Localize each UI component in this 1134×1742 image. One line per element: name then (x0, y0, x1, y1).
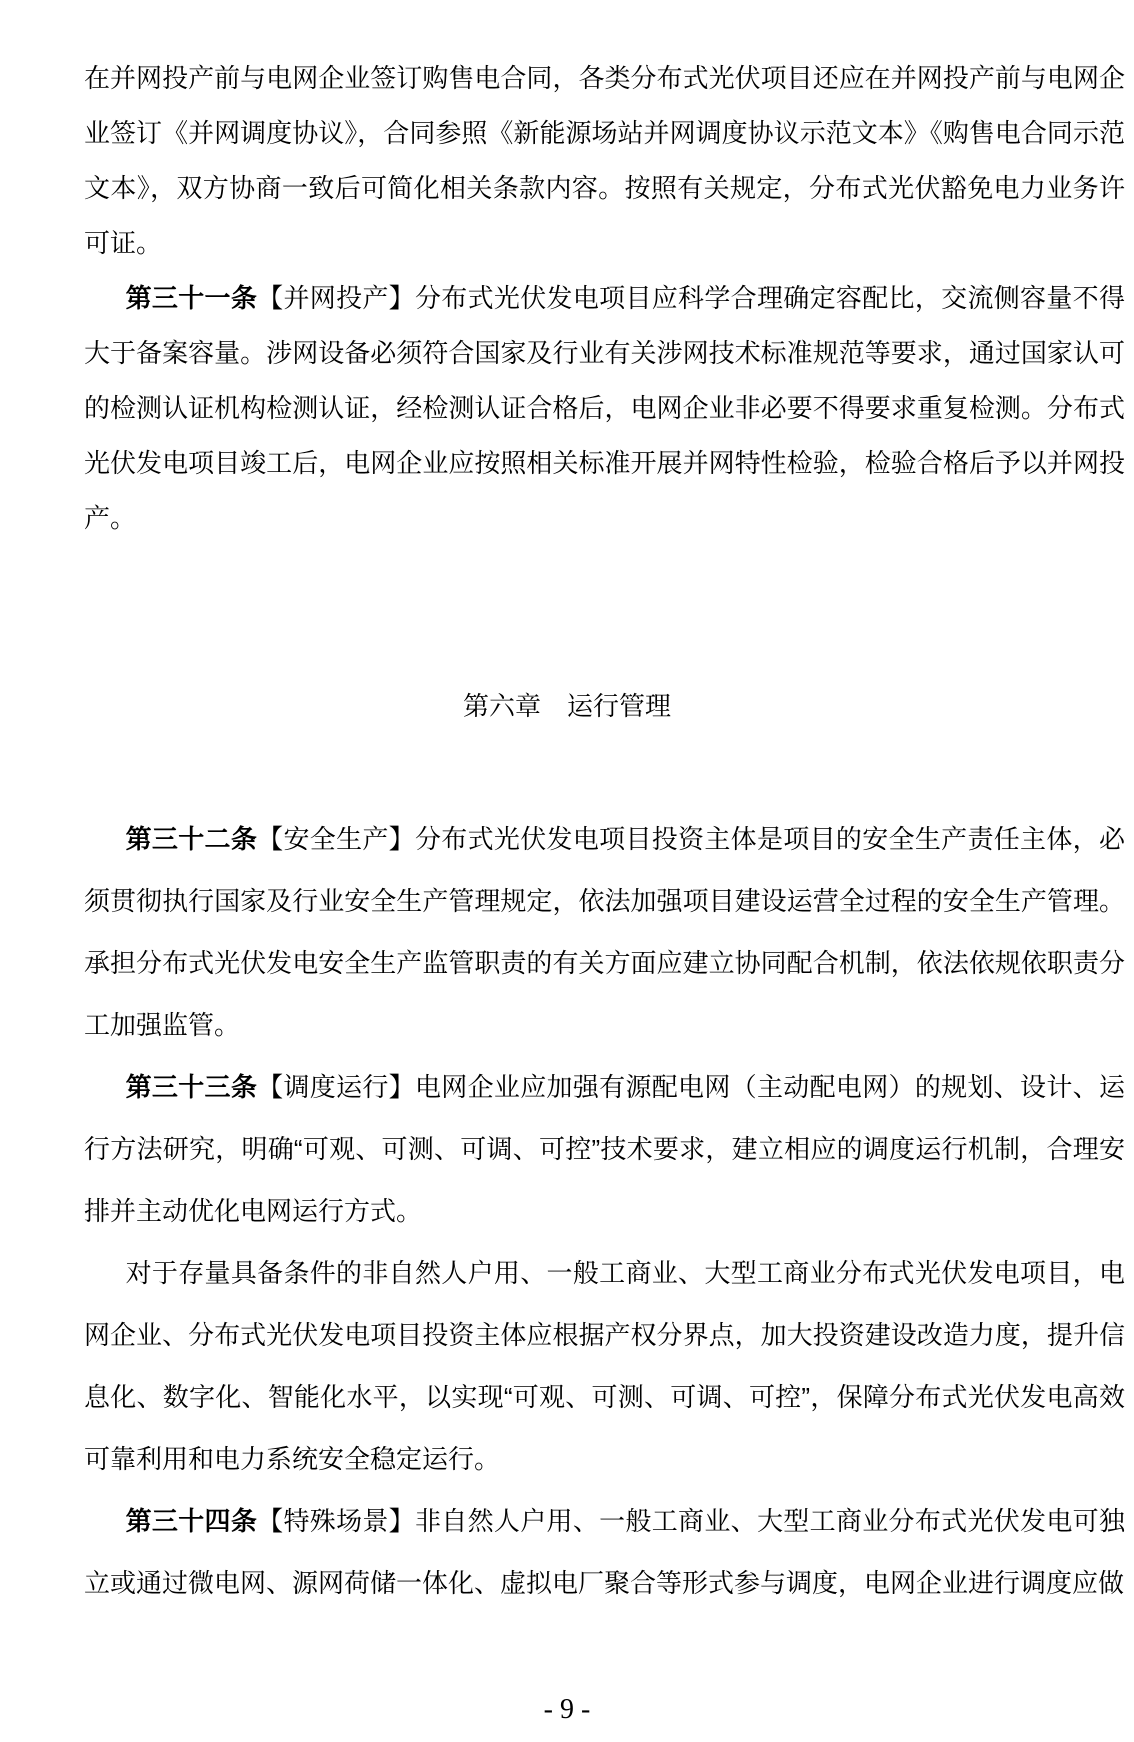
paragraph-text: 【并网投产】分布式光伏发电项目应科学合理确定容配比，交流侧容量不得大于备案容量。涉网设备必须符合国家及行业有关涉网技术标准规范等要求，通过国家认可的检测认证机构检测认证，经检测认证合格后，电网企业非必要不得要求重复检测。分布式光伏发电项目竣工后，电网企业应按照相关标准开展并网特性检验，检验合格后予以并网投产。 (84, 283, 1125, 533)
chapter-heading: 第六章 运行管理 (462, 691, 671, 721)
paragraph-text: 在并网投产前与电网企业签订购售电合同，各类分布式光伏项目还应在并网投产前与电网企业签订《并网调度协议》，合同参照《新能源场站并网调度协议示范文本》《购售电合同示范文本》，双方协商一致后可简化相关条款内容。按照有关规定，分布式光伏豁免电力业务许可证。 (84, 63, 1125, 258)
paragraph-article-34 (84, 1490, 1125, 1614)
paragraph-text: 【安全生产】分布式光伏发电项目投资主体是项目的安全生产责任主体，必须贯彻执行国家及行业安全生产管理规定，依法加强项目建设运营全过程的安全生产管理。承担分布式光伏发电安全生产监管职责的有关方面应建立协同配合机制，依法依规依职责分工加强监管。 (84, 824, 1125, 1040)
article-number: 第三十一条 (125, 283, 258, 313)
paragraph-text: 对于存量具备条件的非自然人户用、一般工商业、大型工商业分布式光伏发电项目，电网企业、分布式光伏发电项目投资主体应根据产权分界点，加大投资建设改造力度，提升信息化、数字化、智能化水平，以实现“可观、可测、可调、可控”，保障分布式光伏发电高效可靠利用和电力系统安全稳定运行。 (84, 1258, 1125, 1474)
article-number: 第三十四条 (125, 1506, 258, 1536)
paragraph-continuation (84, 51, 1125, 271)
paragraph-article-33 (84, 1056, 1125, 1242)
text-block-lower (84, 808, 1125, 1614)
page-number: - 9 - (543, 1694, 591, 1725)
paragraph-text: 【调度运行】电网企业应加强有源配电网（主动配电网）的规划、设计、运行方法研究，明确“可观、可测、可调、可控”技术要求，建立相应的调度运行机制，合理安排并主动优化电网运行方式。 (84, 1072, 1125, 1226)
text-block-upper (84, 51, 1125, 546)
paragraph-stock-projects (84, 1242, 1125, 1490)
paragraph-text: 【特殊场景】非自然人户用、一般工商业、大型工商业分布式光伏发电可独立或通过微电网、源网荷储一体化、虚拟电厂聚合等形式参与调度，电网企业进行调度应做 (84, 1506, 1125, 1598)
paragraph-article-31 (84, 271, 1125, 546)
article-number: 第三十三条 (125, 1072, 258, 1102)
article-number: 第三十二条 (125, 824, 258, 854)
paragraph-article-32 (84, 808, 1125, 1056)
